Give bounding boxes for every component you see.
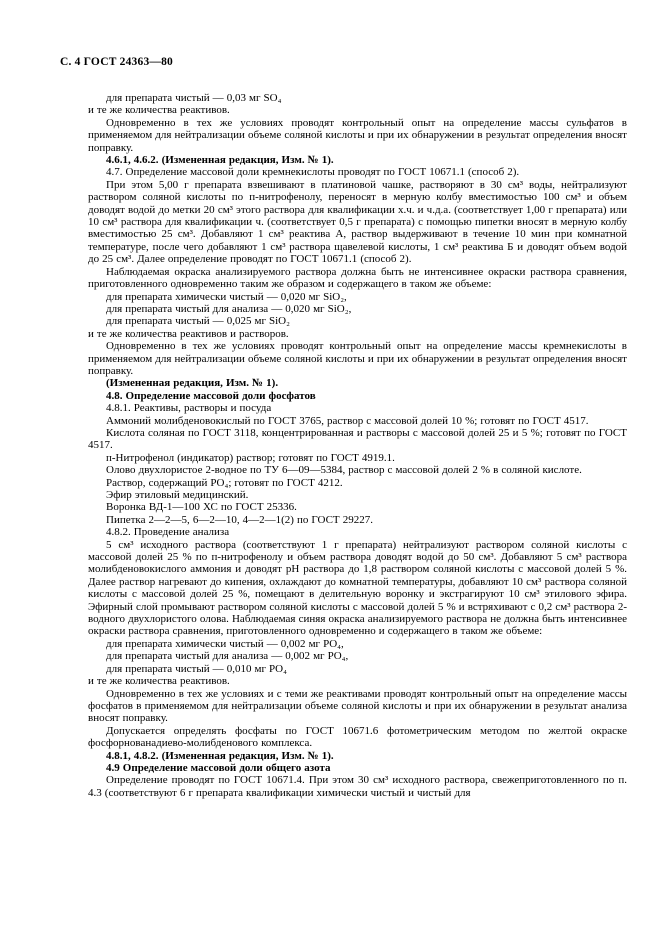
paragraph: Одновременно в тех же условиях проводят контрольный опыт на определение массы сульфатов в применяемом для нейтрализации объеме соляной кислоты и при их обнаружении в результат определения вносят поправку. xyxy=(88,116,627,154)
section-heading: 4.6.1, 4.6.2. (Измененная редакция, Изм. № 1). xyxy=(106,154,334,167)
paragraph: для препарата чистый — 0,010 мг PO₄ xyxy=(106,662,287,675)
paragraph: Аммоний молибденовокислый по ГОСТ 3765, раствор с массовой долей 10 %; готовят по ГОСТ 4517. xyxy=(106,414,589,427)
paragraph: Эфир этиловый медицинский. xyxy=(106,489,249,501)
section-heading: 4.9 Определение массовой доли общего азота xyxy=(106,761,331,774)
paragraph: Пипетка 2—2—5, 6—2—10, 4—2—1(2) по ГОСТ 29227. xyxy=(106,513,373,526)
paragraph: Кислота соляная по ГОСТ 3118, концентрированная и растворы с массовой долей 25 и 5 %; готовят по ГОСТ 4517. xyxy=(88,426,627,452)
paragraph: Олово двухлористое 2-водное по ТУ 6—09—5384, раствор с массовой долей 2 % в соляной кислоте. xyxy=(106,464,582,477)
paragraph: 4.7. Определение массовой доли кремнекислоты проводят по ГОСТ 10671.1 (способ 2). xyxy=(106,166,520,179)
paragraph: и те же количества реактивов. xyxy=(88,104,230,117)
paragraph: 4.8.1. Реактивы, растворы и посуда xyxy=(106,402,272,415)
paragraph: п-Нитрофенол (индикатор) раствор; готовят по ГОСТ 4919.1. xyxy=(106,451,395,464)
paragraph: Раствор, содержащий PO₄; готовят по ГОСТ 4212. xyxy=(106,476,343,489)
paragraph: и те же количества реактивов. xyxy=(88,675,230,688)
document-body xyxy=(88,92,627,799)
paragraph: для препарата чистый для анализа — 0,002 мг PO₄, xyxy=(106,650,349,663)
paragraph: Одновременно в тех же условиях и с теми же реактивами проводят контрольный опыт на определение массы фосфатов в применяемом для нейтрализации объеме соляной кислоты и при их обнаружении в результат анализа вносят поправку. xyxy=(88,687,627,725)
paragraph: Определение проводят по ГОСТ 10671.4. При этом 30 см³ исходного раствора, свежеприготовленного по п. 4.3 (соответствуют 6 г препарата квалификации химически чистый и чистый для xyxy=(88,774,627,799)
paragraph: для препарата чистый для анализа — 0,020 мг SiO₂, xyxy=(106,302,352,315)
paragraph: для препарата чистый — 0,03 мг SO₄ xyxy=(106,92,282,104)
paragraph: При этом 5,00 г препарата взвешивают в платиновой чашке, растворяют в 30 см³ воды, нейтрализуют раствором соляной кислоты по п-нитрофенолу, переносят в мерную колбу вместимостью 100 см³ и объем доводят водой до метки 20 см³ этого раствора для квалификации х.ч. и ч.д.а. (соответствует 1,00 г препарата) или 10 см³ раствора для квалификации ч. (соответствует 0,5 г препарата) с помощью пипетки вносят в мерную колбу вместимостью 25 см³. Добавляют 1 см³ реактива А, раствор выдерживают в течение 10 мин при комнатной температуре, после чего добавляют 1 см³ раствора щавелевой кислоты, 1 см³ реактива Б и доводят объем водой до 25 см³. Далее определение проводят по ГОСТ 10671.1 (способ 2). xyxy=(88,178,627,266)
section-heading: 4.8. Определение массовой доли фосфатов xyxy=(106,389,316,402)
paragraph: 4.8.2. Проведение анализа xyxy=(106,526,230,539)
paragraph: для препарата химически чистый — 0,020 мг SiO₂, xyxy=(106,290,347,303)
paragraph: Наблюдаемая окраска анализируемого раствора должна быть не интенсивнее окраски раствора сравнения, приготовленного одновременно таким же образом и содержащего в таком же объеме: xyxy=(88,265,627,291)
paragraph: для препарата химически чистый — 0,002 мг PO₄, xyxy=(106,637,344,650)
paragraph: для препарата чистый — 0,025 мг SiO₂ xyxy=(106,315,290,328)
paragraph: Допускается определять фосфаты по ГОСТ 10671.6 фотометрическим методом по желтой окраске фосфорнованадиево-молибденового комплекса. xyxy=(88,724,627,750)
section-heading: (Измененная редакция, Изм. № 1). xyxy=(106,377,279,390)
paragraph: 5 см³ исходного раствора (соответствуют 1 г препарата) нейтрализуют раствором соляной кислоты с массовой долей 25 % по п-нитрофенолу и объем раствора доводят водой до 50 см³. Добавляют 5 см³ раствора молибденовокислого аммония и доводят pH раствора до 1,8 раствором соляной кислоты с массовой долей 5 %. Далее раствор нагревают до кипения, охлаждают до комнатной температуры, добавляют 10 см³ раствора соляной кислоты с массовой долей 25 %, помещают в делительную воронку и экстрагируют 10 см³ этилового эфира. Эфирный слой промывают раствором соляной кислоты с массовой долей 5 % и встряхивают с 0,2 см³ раствора 2-водного двухлористого олова. Наблюдаемая синяя окраска анализируемого раствора не должна быть интенсивнее окраски раствора сравнения, приготовленного одновременно и содержащего в таком же объеме: xyxy=(88,538,627,638)
paragraph: Одновременно в тех же условиях проводят контрольный опыт на определение массы кремнекислоты в применяемом для нейтрализации объеме соляной кислоты и при их обнаружении в результат определения вносят поправку. xyxy=(88,340,627,377)
paragraph: Воронка ВД-1—100 ХС по ГОСТ 25336. xyxy=(106,501,297,514)
page-header: С. 4 ГОСТ 24363—80 xyxy=(60,56,173,68)
paragraph: и те же количества реактивов и растворов. xyxy=(88,327,289,340)
section-heading: 4.8.1, 4.8.2. (Измененная редакция, Изм. № 1). xyxy=(106,749,334,762)
